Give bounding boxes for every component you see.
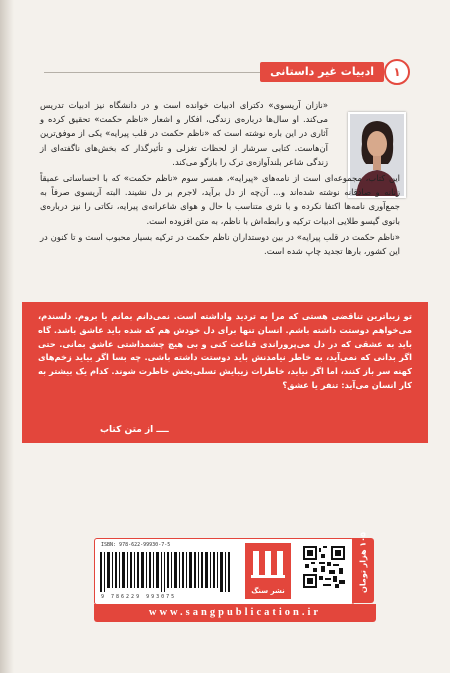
series-title: ادبیات غیر داستانی (260, 62, 384, 82)
spine-shadow (0, 0, 14, 673)
barcode-icon (100, 552, 230, 592)
publisher-logo-icon (245, 543, 291, 583)
isbn-label: ISBN: 978-622-99930-7-5 (101, 542, 171, 548)
bio-paragraph: این کتاب، مجموعه‌ای است از نامه‌های «پیرایه»، همسر سوم «ناظم حکمت» که با احساساتی عمیقاً زنانه و صادقانه نوشته شده‌اند و... آن‌چه از دل برآید، لاجرم بر دل نشیند. البته آریسوی صرفاً به جمع‌آوری نامه‌ها اکتفا نکرده و با نثری متناسب با حال و هوای شاعرانه‌ی پیرایه، نکاتی را نیز درباره‌ی بانوی گیسو طلایی ادبیات ترکیه و رابطه‌اش با ناظم، به متن افزوده است. (40, 173, 400, 226)
quote-text: تو زیباترین تناقضی هستی که مرا به تردید واداشته است. نمی‌دانم بمانم یا بروم. دلسندم، می‌خواهم دوستت داشته باشم. انسان تنها برای دل خودش هم که شده باید عاشق باشد. گاه باید به عشقی که در دل می‌پروراندی قناعت کنی و بی هیچ چشمداشتی عاشق بمانی. حتی اگر بدانی که نمی‌آید، به خاطر نیامدنش باید دوستت داشته باشی. چه بسا اگر بیاید زخم‌های کهنه سر باز کنند، اما اگر نیاید، خاطرات زیبایش تسلی‌بخش خاطرت شوند. کدام یک بیشتر به کار انسان می‌آید: تنفر یا عشق؟ (38, 311, 412, 390)
series-header (260, 60, 416, 84)
publisher-name: نشر سنگ (251, 587, 285, 595)
header-rule (44, 72, 282, 73)
qr-code-icon (303, 546, 345, 588)
publisher-url: www.sangpublication.ir (94, 604, 376, 622)
bio-paragraph: «نازان آریسوی» دکترای ادبیات خوانده است و در دانشگاه نیز ادبیات تدریس می‌کند. او سال‌ها درباره‌ی زندگی، افکار و اشعار «ناظم حکمت» تحقیق کرده و آثاری در این باره نوشته است که «ناظم حکمت در قلب پیرایه» یکی از موفق‌ترین آن‌هاست. کتابی سرشار از لحظات تغزلی و تأثیرگذار که بخش‌های ناگفته‌ای از زندگی شاعر بلندآوازه‌ی ترک را بازگو می‌کند. (40, 100, 328, 167)
barcode-digits: 9 786229 993075 (101, 594, 177, 600)
quote-panel (22, 302, 428, 443)
author-bio (40, 98, 400, 260)
price-label: ۱۰۵ هزار تومان (358, 532, 368, 593)
series-number: ۱ (384, 59, 410, 85)
bio-paragraph: «ناظم حکمت در قلب پیرایه» در بین دوستداران ناظم حکمت در ترکیه بسیار محبوب است و تا کنون در این کشور، بارها تجدید چاپ شده است. (40, 231, 400, 257)
barcode-box (94, 538, 354, 605)
quote-source: ــــ از متن کتاب (100, 425, 169, 435)
publisher-logo (245, 543, 291, 599)
